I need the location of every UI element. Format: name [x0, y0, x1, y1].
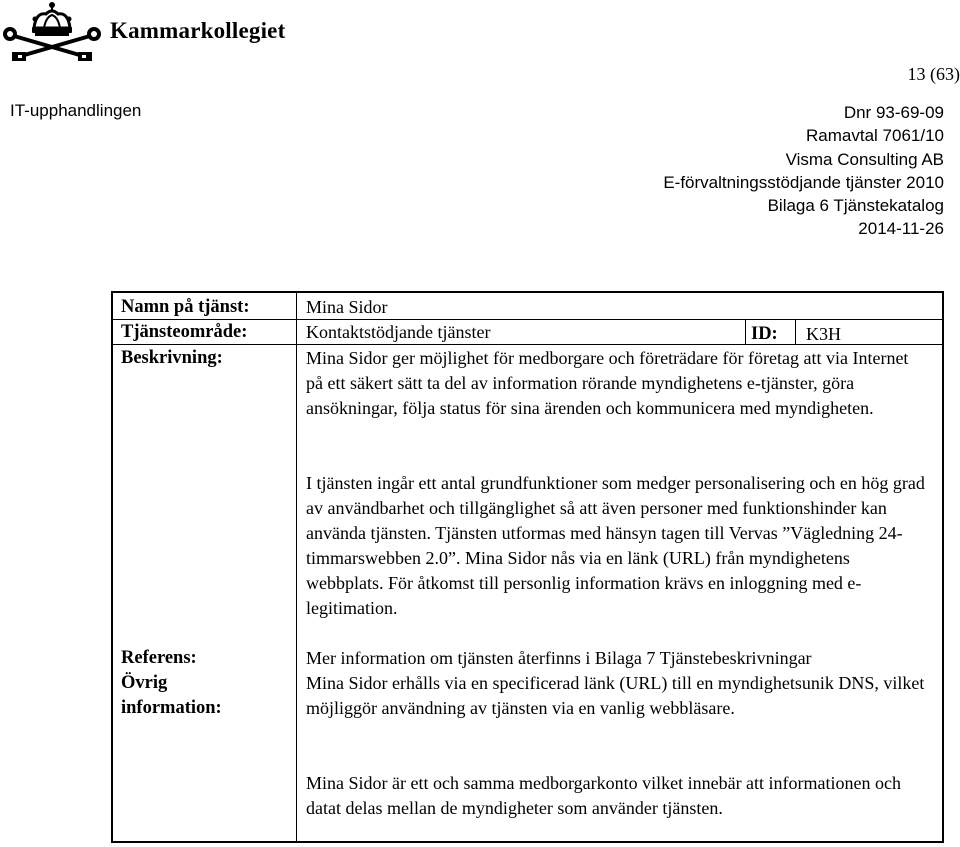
meta-ramavtal: Ramavtal 7061/10 [806, 126, 944, 146]
other-info-paragraph-1: Mina Sidor erhålls via en specificerad länk (URL) till en myndighetsunik DNS, vilket möjliggör användning av tjänsten via en vanlig webbläsare. [306, 673, 925, 718]
description-paragraph-2: I tjänsten ingår ett antal grundfunktioner som medger personalisering och en hög grad av användbarhet och tillgänglighet så att även personer med funktionshinder kan använda tjänsten. Tjänsten utformas med hänsyn tagen till Vervas ”Vägledning 24-timmarswebben 2.0”. Mina Sidor nås via en länk (URL) från myndighetens webbplats. För åtkomst till personlig information krävs en inloggning med e-legitimation. [306, 473, 925, 618]
brand-name: Kammarkollegiet [110, 18, 286, 43]
description-label: Beskrivning: [121, 348, 223, 368]
meta-appendix: Bilaga 6 Tjänstekatalog [767, 196, 944, 216]
document-meta [663, 101, 944, 241]
other-info-label-line1: Övrig [121, 673, 168, 693]
description-paragraph-1: Mina Sidor ger möjlighet för medborgare och företrädare för företag att via Internet på ett säkert sätt ta del av information rörande myndighetens e-tjänster, göra ansökningar, följa status för sina ärenden och kommunicera med myndigheten. [306, 348, 909, 418]
service-id-label: ID: [751, 324, 778, 344]
service-area-label: Tjänsteområde: [121, 322, 248, 342]
service-name-value: Mina Sidor [306, 297, 388, 317]
reference-value: Mer information om tjänsten återfinns i Bilaga 7 Tjänstebeskrivningar [306, 648, 812, 668]
page-number: 13 (63) [907, 64, 960, 84]
meta-procurement: E-förvaltningsstödjande tjänster 2010 [663, 172, 944, 192]
meta-dnr: Dnr 93-69-09 [843, 103, 944, 122]
id-divider-right [795, 319, 796, 344]
other-info-paragraph-2: Mina Sidor är ett och samma medborgarkonto vilket innebär att informationen och datat delas mellan de myndigheter som använder tjänsten. [306, 773, 902, 818]
service-table [111, 291, 944, 843]
reference-label: Referens: [121, 648, 197, 668]
other-info-label-line2: information: [121, 698, 222, 718]
service-area-value: Kontaktstödjande tjänster [306, 322, 491, 342]
document-title: IT-upphandlingen [10, 101, 142, 120]
kammarkollegiet-logo-icon [0, 0, 104, 64]
id-divider-left [745, 319, 746, 344]
meta-supplier: Visma Consulting AB [785, 149, 944, 169]
column-divider [296, 293, 297, 841]
service-name-label: Namn på tjänst: [121, 297, 250, 317]
service-id-value: K3H [806, 324, 841, 344]
meta-date: 2014-11-26 [858, 219, 944, 239]
